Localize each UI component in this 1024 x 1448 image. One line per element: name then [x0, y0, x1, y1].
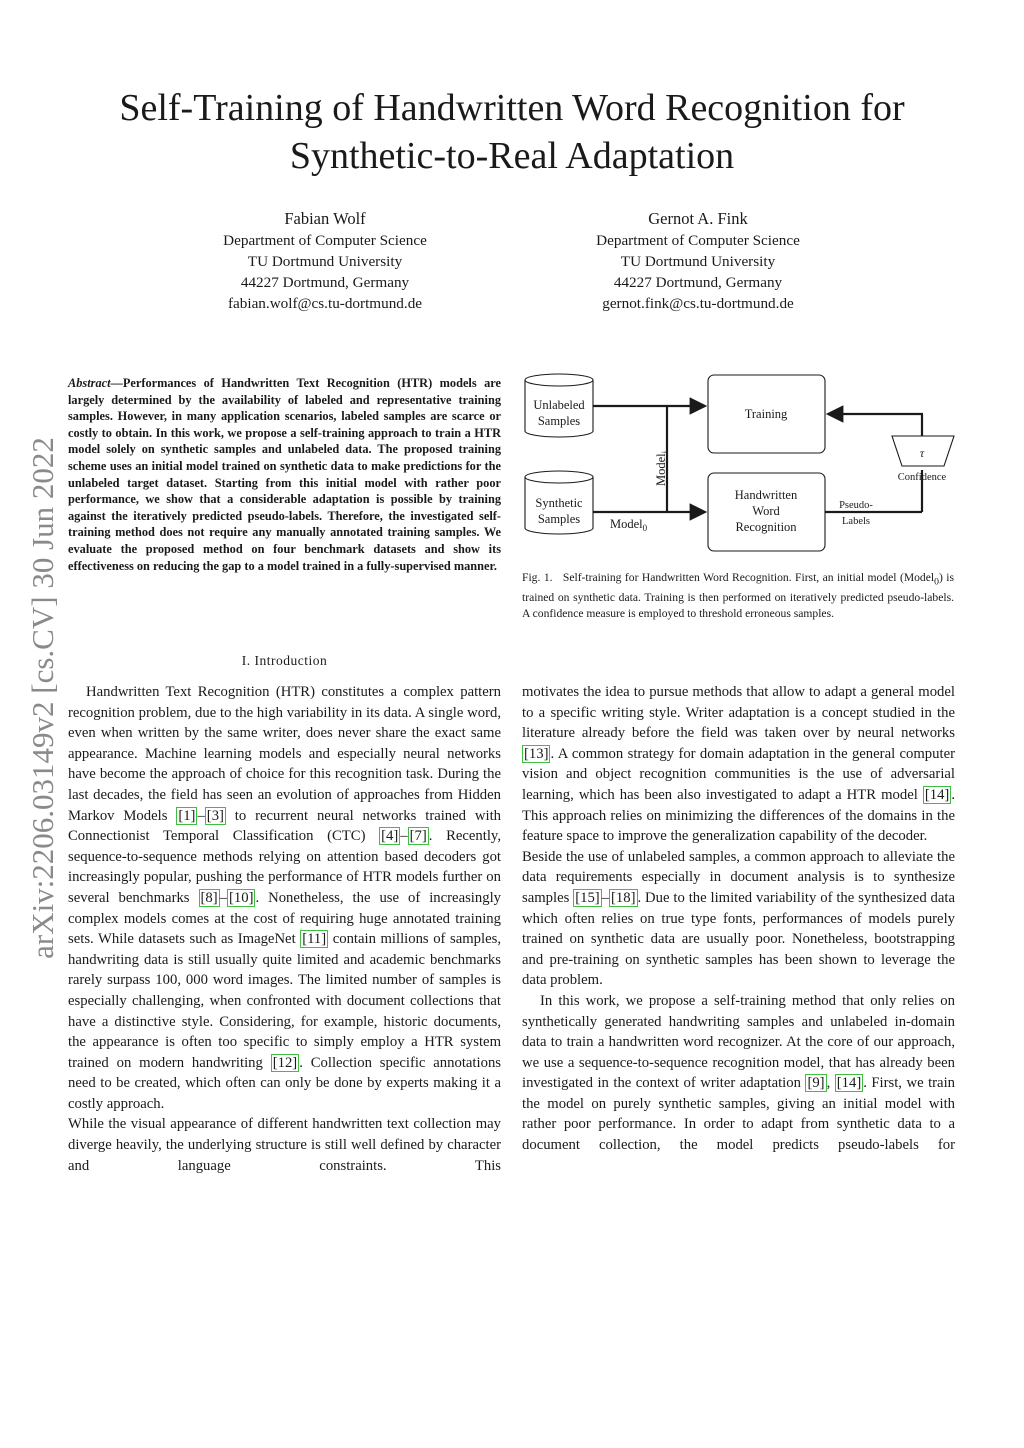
citation-link[interactable]: [9]: [807, 1075, 825, 1092]
citation-link[interactable]: [7]: [409, 828, 427, 845]
author-university: TU Dortmund University: [620, 253, 776, 270]
paragraph: motivates the idea to pursue methods that allow to adapt a general model to a specific writing style. Writer adaptation is a concept studied in the literature already before the field was taken over by neural networks [13] . A common strategy for domain adaptation in the general computer vision and object recognition communities is the use of adversarial learning, which has been also investigated to adapt a HTR model [14] . This approach relies on minimizing the differences of the domains in the feature space to improve the generalization capability of the decoder.: [522, 684, 955, 845]
author-address: 44227 Dortmund, Germany: [613, 274, 783, 291]
citation-link[interactable]: [14]: [836, 1075, 862, 1092]
author-name: Fabian Wolf: [284, 209, 366, 228]
training-label: Training: [744, 407, 788, 421]
paragraph: Handwritten Text Recognition (HTR) constitutes a complex pattern recognition problem, due to the high variability in its data. A single word, even when written by the same writer, does never share the exact same appearance. Machine learning models and especially neural networks have become the approach of choice for this recognition task. During the last decades, the field has seen an evolution of approaches from Hidden Markov Models [1] – [3] to recurrent neural networks trained with Connectionist Temporal Classification (CTC) [4] – [7] . Recently, sequence-to-sequence methods relying on attention based decoders got increasingly popular, pushing the performance of HTR models further on several benchmarks [8] – [10] . Nonetheless, the use of increasingly complex models comes at the cost of requiring huge annotated training sets. While datasets such as ImageNet [11] contain millions of samples, handwriting data is still usually quite limited and academic benchmarks rarely surpass 100, 000 word images. The limited number of samples is especially challenging, when confronted with document collections that have a distinctive style. Considering, for example, historic documents, the appearance is often too specific to simply employ a HTR system trained on modern handwriting [12] . Collection specific annotations need to be created, which often can only be done by experts making it a costly approach.: [68, 684, 501, 1112]
model-i-label: Model$_i$: [654, 450, 670, 486]
paper-title: Self-Training of Handwritten Word Recognition for Synthetic-to-Real Adaptation: [119, 87, 905, 177]
confidence-label: Confidence: [897, 472, 947, 483]
author-block-2: [558, 207, 838, 314]
author-address: 44227 Dortmund, Germany: [240, 274, 410, 291]
citation-link[interactable]: [11]: [302, 931, 327, 948]
left-column: [68, 682, 501, 1176]
synthetic-label-2: Samples: [537, 512, 581, 526]
citation-link[interactable]: [14]: [924, 786, 950, 803]
citation-link[interactable]: [8]: [200, 889, 218, 906]
author-email[interactable]: fabian.wolf@cs.tu-dortmund.de: [227, 295, 423, 312]
author-email[interactable]: gernot.fink@cs.tu-dortmund.de: [602, 295, 794, 312]
self-training-diagram: [518, 368, 958, 558]
unlabeled-samples-db: [525, 374, 593, 437]
author-department: Department of Computer Science: [223, 232, 427, 249]
pseudo-label-2: Labels: [842, 516, 870, 527]
paragraph: While the visual appearance of different handwritten text collection may diverge heavily, the underlying structure is still well defined by character and language constraints. This: [68, 1116, 501, 1174]
tau-label: τ: [919, 446, 925, 460]
citation-link[interactable]: [1]: [178, 807, 196, 824]
right-column: [522, 682, 955, 1156]
synthetic-samples-db: [525, 471, 593, 534]
recognizer-label-3: Recognition: [735, 520, 797, 534]
unlabeled-label-2: Samples: [537, 414, 581, 428]
section-heading: I. Introduction: [241, 653, 328, 668]
recognizer-label-2: Word: [752, 504, 780, 518]
citation-link[interactable]: [13]: [524, 745, 549, 762]
model-0-label: Model$_0$: [610, 517, 648, 533]
citation-link[interactable]: [10]: [228, 889, 254, 906]
author-name: Gernot A. Fink: [648, 209, 748, 228]
citation-link[interactable]: [12]: [272, 1054, 298, 1071]
unlabeled-label-1: Unlabeled: [533, 398, 585, 412]
caption-label: Fig. 1.: [522, 571, 553, 584]
citation-link[interactable]: [4]: [381, 828, 399, 845]
paragraph: Beside the use of unlabeled samples, a common approach to alleviate the data requirements especially in document analysis is to synthesize samples [15] – [18] . Due to the limited variability of the synthesized data which often relies on true type fonts, performances of models purely trained on synthetic data are usually poor. Nonetheless, bootstrapping and pre-training on synthetic samples has been shown to leverage the data problem.: [522, 848, 955, 989]
figure-caption: Fig. 1. Self-training for Handwritten Word Recognition. First, an initial model (Model$_0$) is trained on synthetic data. Training is then performed on iteratively predicted pseudo-labels. A confidence measure is employed to threshold erroneous samples.: [522, 571, 954, 620]
abstract: Abstract—Performances of Handwritten Text Recognition (HTR) models are largely determined by the availability of labeled and representative training samples. However, in many application scenarios, labeled samples are scarce or costly to obtain. In this work, we propose a self-training approach to train a HTR model solely on synthetic samples and unlabeled data. The proposed training scheme uses an initial model trained on synthetic data to make predictions for the unlabeled target dataset. Starting from this initial model with rather poor performance, we show that a considerable adaptation is possible by training against the iteratively predicted pseudo-labels. Therefore, the investigated self-training method does not require any manually annotated training samples. We evaluate the proposed method on four benchmark datasets and show its effectiveness on reducing the gap to a model trained in a fully-supervised manner.: [68, 376, 501, 573]
pseudo-label-1: Pseudo-: [839, 500, 873, 511]
recognizer-label-1: Handwritten: [734, 488, 798, 502]
abstract-text: Performances of Handwritten Text Recognition (HTR) models are largely determined by the availability of labeled and representative training samples. However, in many application scenarios, labeled samples are scarce or costly to obtain. In this work, we propose a self-training approach to train a HTR model solely on synthetic samples and unlabeled data. The proposed training scheme uses an initial model trained on synthetic data to make predictions for the unlabeled target dataset. Starting from this initial model with rather poor performance, we show that a considerable adaptation is possible by training against the iteratively predicted pseudo-labels. Therefore, the investigated self-training method does not require any manually annotated training samples. We evaluate the proposed method on four benchmark datasets and show its effectiveness on reducing the gap to a model trained in a fully-supervised manner.: [68, 376, 501, 573]
citation-link[interactable]: [18]: [611, 889, 636, 906]
citation-link[interactable]: [15]: [575, 889, 600, 906]
paragraph: In this work, we propose a self-training method that only relies on synthetically generated handwriting samples and unlabeled in-domain data to train a handwritten word recognizer. At the core of our approach, we use a sequence-to-sequence recognition model, that has already been investigated in the context of writer adaptation [9] , [14] . First, we train the model on purely synthetic samples, giving an initial model with rather poor performance. In order to adapt from synthetic data to a document collection, the model predicts pseudo-labels for: [522, 992, 955, 1154]
synthetic-label-1: Synthetic: [535, 496, 583, 510]
author-university: TU Dortmund University: [247, 253, 403, 270]
citation-link[interactable]: [3]: [206, 807, 224, 824]
figure-1: [518, 368, 958, 558]
arxiv-identifier: arXiv:2206.03149v2 [cs.CV] 30 Jun 2022: [25, 437, 60, 959]
author-block-1: [185, 207, 465, 314]
author-department: Department of Computer Science: [596, 232, 800, 249]
abstract-label: Abstract: [68, 376, 111, 390]
